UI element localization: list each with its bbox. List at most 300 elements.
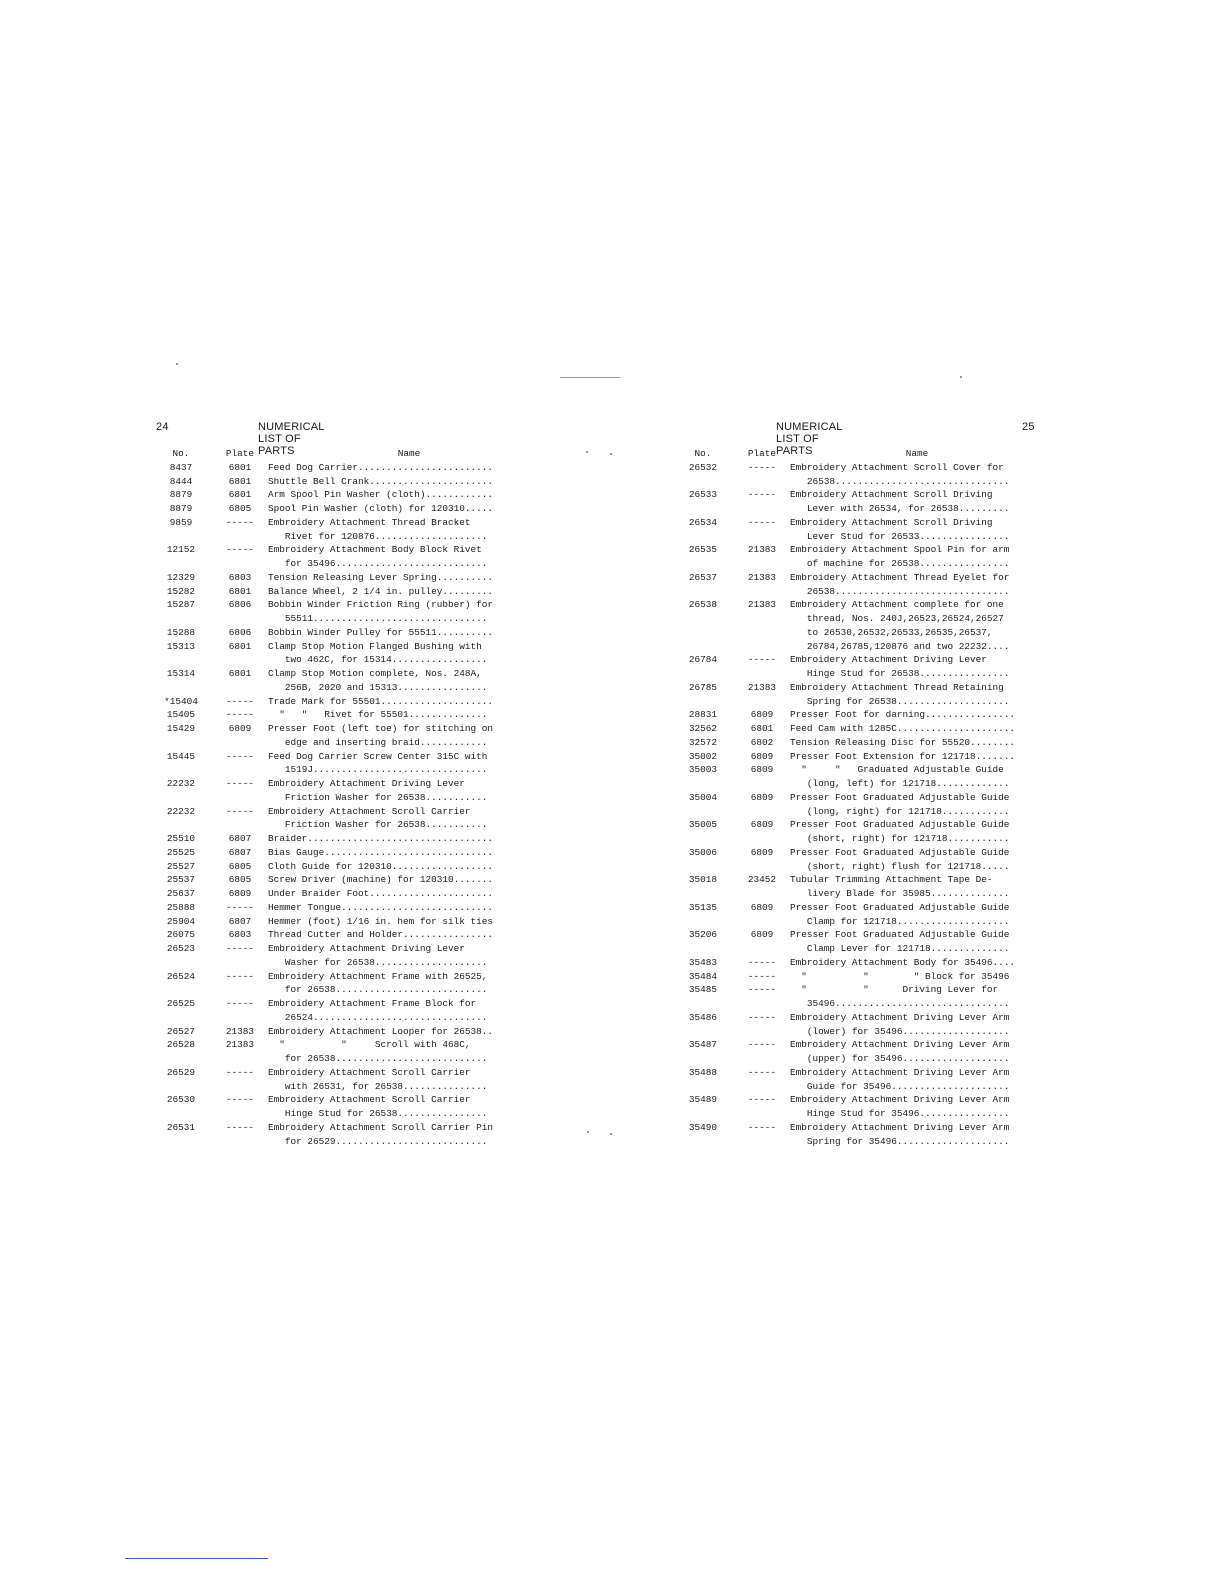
part-number: 15405 (166, 709, 196, 721)
table-header (150, 447, 550, 461)
table-row (150, 750, 550, 778)
part-name (790, 681, 1044, 709)
plate-number: ----- (747, 956, 777, 968)
part-number: 8879 (169, 503, 193, 514)
column-header-plate: Plate (225, 448, 255, 459)
part-name-line: (short, right) for 121718........... (790, 833, 1010, 844)
part-number: 26538 (688, 599, 718, 611)
table-row (672, 598, 1044, 653)
part-number: 25537 (166, 874, 196, 886)
table-row (672, 901, 1044, 929)
table-row (150, 475, 550, 489)
part-name-line: Presser Foot Graduated Adjustable Guide (790, 929, 1010, 941)
plate-number: 6801 (228, 461, 252, 473)
part-name-line: Hinge Stud for 26538................ (790, 668, 1010, 679)
part-name (790, 983, 1044, 1011)
table-row (150, 901, 550, 915)
part-name (268, 750, 550, 778)
plate-number: 6807 (228, 833, 252, 844)
scan-speck (176, 363, 178, 365)
table-row (150, 722, 550, 750)
part-name (790, 901, 1044, 929)
part-name-line: Embroidery Attachment Body Block Rivet (268, 544, 482, 556)
column-header-no: No. (694, 448, 712, 459)
page-title: NUMERICAL LIST OF PARTS (776, 421, 843, 457)
part-number: 26525 (166, 998, 196, 1009)
plate-number: ----- (747, 1066, 777, 1078)
plate-number: ----- (225, 750, 255, 762)
plate-number: 6809 (228, 723, 252, 734)
page-title: NUMERICAL LIST OF PARTS (258, 421, 325, 457)
part-number: 26524 (166, 970, 196, 982)
plate-number: ----- (225, 709, 255, 721)
table-row (150, 640, 550, 668)
part-name-line: (long, right) for 121718............ (790, 805, 1010, 817)
part-name-line: Hemmer Tongue........................... (268, 901, 494, 913)
part-number: 35489 (688, 1094, 718, 1106)
plate-number: ----- (225, 998, 255, 1009)
part-number: 26529 (166, 1066, 196, 1078)
table-row (672, 983, 1044, 1011)
part-name-line: Embroidery Attachment Driving Lever (268, 778, 465, 789)
part-name-line: (long, left) for 121718............. (790, 778, 1010, 789)
part-name-line: Friction Washer for 26538........... (268, 791, 488, 803)
plate-number: ----- (225, 516, 255, 528)
part-name-line: 26538............................... (790, 475, 1010, 487)
part-number: 26523 (166, 943, 196, 954)
table-row (672, 736, 1044, 750)
part-name (268, 695, 550, 709)
table-row (150, 502, 550, 516)
plate-number: ----- (225, 695, 255, 707)
part-name (268, 571, 550, 585)
plate-number: ----- (225, 1121, 255, 1133)
table-row (672, 1093, 1044, 1121)
part-name-line: Feed Cam with 1285C..................... (790, 723, 1016, 734)
plate-number: ----- (747, 1094, 777, 1106)
part-name-line: Embroidery Attachment Scroll Carrier Pin (268, 1121, 494, 1133)
plate-number: 21383 (747, 681, 777, 693)
part-number: 26534 (688, 516, 718, 528)
column-header-name: Name (397, 448, 421, 459)
table-row (150, 860, 550, 874)
table-row (672, 846, 1044, 874)
plate-number: 6803 (228, 571, 252, 583)
part-name-line: Embroidery Attachment Driving Lever (790, 654, 987, 666)
part-number: 15313 (166, 640, 196, 652)
table-row (672, 1011, 1044, 1039)
part-name (268, 488, 550, 502)
table-row (150, 942, 550, 970)
part-number: 32572 (688, 736, 718, 748)
part-name-line: " " Graduated Adjustable Guide (790, 764, 1004, 776)
plate-number: 6806 (228, 626, 252, 638)
part-number: 25525 (166, 846, 196, 858)
part-name-line: (lower) for 35496................... (790, 1025, 1010, 1037)
part-name-line: Hinge Stud for 26538................ (268, 1108, 488, 1119)
table-row (150, 777, 550, 805)
part-number: 26533 (688, 489, 718, 501)
part-name-line: Feed Dog Carrier Screw Center 315C with (268, 750, 488, 762)
part-name-line: Cloth Guide for 120310.................. (268, 860, 494, 872)
plate-number: 6806 (228, 599, 252, 611)
part-name-line: Thread Cutter and Holder................ (268, 929, 494, 941)
scan-artifact-line (560, 377, 620, 378)
plate-number: 6803 (228, 929, 252, 941)
table-row (150, 626, 550, 640)
part-name-line: Embroidery Attachment Looper for 26538.. (268, 1025, 494, 1037)
part-name (268, 901, 550, 915)
part-name-line: Embroidery Attachment Thread Eyelet for (790, 571, 1010, 583)
table-header (672, 447, 1044, 461)
table-row (150, 805, 550, 833)
part-name (790, 873, 1044, 901)
part-name-line: 35496............................... (790, 998, 1010, 1009)
table-row (672, 653, 1044, 681)
plate-number: 6802 (750, 736, 774, 748)
part-name-line: Bobbin Winder Friction Ring (rubber) for (268, 599, 494, 611)
table-row (672, 516, 1044, 544)
table-row (672, 956, 1044, 970)
plate-number: 6809 (750, 791, 774, 803)
part-name-line: for 26529........................... (268, 1135, 488, 1147)
column-header-name: Name (905, 448, 929, 459)
part-name (790, 1093, 1044, 1121)
part-name-line: Embroidery Attachment complete for one (790, 599, 1004, 611)
part-number: 26530 (166, 1094, 196, 1106)
table-row (672, 722, 1044, 736)
table-row (150, 970, 550, 998)
part-number: 35018 (688, 874, 718, 886)
part-name (790, 543, 1044, 571)
scan-speck (960, 376, 962, 378)
table-body (150, 461, 550, 1149)
part-number: 15445 (166, 750, 196, 762)
part-number: 26075 (166, 929, 196, 941)
part-name-line: Shuttle Bell Crank...................... (268, 475, 494, 487)
part-name-line: " " Rivet for 55501.............. (268, 709, 488, 721)
part-name-line: Clamp for 121718.................... (790, 915, 1010, 927)
part-number: 15429 (166, 723, 196, 734)
part-name-line: Presser Foot (left toe) for stitching on (268, 723, 494, 734)
part-name-line: " " Driving Lever for (790, 984, 999, 996)
plate-number: 21383 (747, 571, 777, 583)
part-name (790, 736, 1044, 750)
part-name-line: Presser Foot Extension for 121718....... (790, 750, 1016, 762)
table-row (150, 928, 550, 942)
plate-number: ----- (225, 943, 255, 954)
part-name (790, 461, 1044, 489)
part-number: 35483 (688, 956, 718, 968)
part-number: 35484 (688, 970, 718, 982)
plate-number: 6801 (228, 475, 252, 487)
table-row (672, 873, 1044, 901)
part-name (790, 970, 1044, 984)
scan-speck (586, 451, 588, 453)
table-row (672, 461, 1044, 489)
plate-number: 6807 (228, 915, 252, 927)
part-name (268, 722, 550, 750)
part-name (268, 832, 550, 846)
plate-number: 6809 (750, 709, 774, 721)
part-number: 15288 (166, 626, 196, 638)
part-name (268, 543, 550, 571)
part-name (268, 640, 550, 668)
part-number: 35485 (688, 984, 718, 996)
table-row (150, 873, 550, 887)
part-name-line: Presser Foot for darning................ (790, 709, 1016, 721)
plate-number: 6809 (750, 764, 774, 776)
part-name (268, 1093, 550, 1121)
part-name (268, 970, 550, 998)
table-row (150, 1038, 550, 1066)
part-name (790, 1011, 1044, 1039)
part-name (268, 1025, 550, 1039)
part-name (268, 860, 550, 874)
page-number: 24 (156, 421, 169, 433)
part-name-line: 26538............................... (790, 585, 1010, 597)
table-row (150, 585, 550, 599)
part-number: 26785 (688, 681, 718, 693)
part-name (790, 598, 1044, 653)
scan-speck (587, 1131, 589, 1133)
table-row (150, 543, 550, 571)
part-name-line: of machine for 26538................ (790, 558, 1010, 569)
part-name-line: Embroidery Attachment Driving Lever Arm (790, 1039, 1010, 1051)
scan-speck (610, 453, 612, 455)
plate-number: 6801 (228, 668, 252, 679)
part-number: 26784 (688, 654, 718, 666)
part-name (790, 708, 1044, 722)
part-name-line: Guide for 35496..................... (790, 1080, 1010, 1092)
part-name-line: Embroidery Attachment Driving Lever (268, 943, 465, 954)
part-name-line: (short, right) flush for 121718..... (790, 860, 1010, 872)
parts-table (672, 447, 1044, 1148)
table-row (150, 461, 550, 475)
part-name-line: Trade Mark for 55501.................... (268, 695, 494, 707)
plate-number: 6809 (228, 888, 252, 899)
plate-number: 6801 (228, 585, 252, 597)
table-row (150, 887, 550, 901)
part-number: 35003 (688, 764, 718, 776)
part-name-line: with 26531, for 26538............... (268, 1080, 488, 1092)
table-row (150, 997, 550, 1025)
part-name-line: Spring for 35496.................... (790, 1135, 1010, 1147)
part-name-line: livery Blade for 35985.............. (790, 888, 1010, 899)
plate-number: 6801 (228, 640, 252, 652)
part-name-line: Embroidery Attachment Spool Pin for arm (790, 544, 1010, 556)
plate-number: 6807 (228, 846, 252, 858)
part-name (268, 667, 550, 695)
plate-number: ----- (747, 984, 777, 996)
plate-number: 6801 (228, 489, 252, 501)
part-number: 15287 (166, 599, 196, 611)
plate-number: ----- (747, 489, 777, 501)
part-name-line: for 26538........................... (268, 984, 488, 996)
part-name-line: Spring for 26538.................... (790, 695, 1010, 707)
part-number: 32562 (688, 723, 718, 734)
part-name-line: Hinge Stud for 35496................ (790, 1108, 1010, 1119)
table-row (150, 832, 550, 846)
table-row (672, 791, 1044, 819)
plate-number: ----- (747, 1121, 777, 1133)
plate-number: ----- (747, 654, 777, 666)
part-name (790, 722, 1044, 736)
plate-number: 6809 (750, 846, 774, 858)
table-row (672, 1038, 1044, 1066)
table-row (672, 708, 1044, 722)
table-row (672, 1066, 1044, 1094)
plate-number: ----- (225, 778, 255, 789)
table-row (150, 598, 550, 626)
part-number: 35004 (688, 791, 718, 803)
parts-table (150, 447, 550, 1148)
part-name (268, 846, 550, 860)
part-number: 26532 (688, 461, 718, 473)
table-row (150, 1066, 550, 1094)
part-name-line: Friction Washer for 26538........... (268, 819, 488, 831)
table-row (672, 970, 1044, 984)
part-number: 35206 (688, 929, 718, 941)
plate-number: ----- (225, 901, 255, 913)
part-number: 35488 (688, 1066, 718, 1078)
table-row (150, 1121, 550, 1149)
part-name (268, 915, 550, 929)
part-name (268, 873, 550, 887)
part-name-line: Presser Foot Graduated Adjustable Guide (790, 846, 1010, 858)
part-name-line: Tension Releasing Lever Spring.......... (268, 571, 494, 583)
page-number: 25 (1022, 421, 1035, 433)
column-header-plate: Plate (747, 448, 777, 459)
table-row (672, 488, 1044, 516)
part-number: 8437 (169, 461, 193, 473)
part-name (790, 653, 1044, 681)
plate-number: ----- (225, 970, 255, 982)
part-number: 25637 (166, 888, 196, 899)
part-name-line: 26784,26785,120876 and two 22232.... (790, 640, 1010, 652)
part-number: 9859 (169, 516, 193, 528)
table-row (150, 667, 550, 695)
table-row (150, 695, 550, 709)
plate-number: ----- (747, 461, 777, 473)
part-name (268, 708, 550, 722)
table-row (150, 1025, 550, 1039)
part-name-line: Embroidery Attachment Driving Lever Arm (790, 1066, 1010, 1078)
part-name-line: Presser Foot Graduated Adjustable Guide (790, 819, 1010, 831)
part-number: 28831 (688, 709, 718, 721)
part-name (268, 805, 550, 833)
part-name-line: Embroidery Attachment Scroll Carrier (268, 1094, 471, 1106)
plate-number: 6801 (750, 723, 774, 734)
plate-number: 21383 (747, 599, 777, 611)
column-header-no: No. (172, 448, 190, 459)
part-name-line: two 462C, for 15314................. (268, 654, 488, 666)
part-number: 15282 (166, 585, 196, 597)
part-number: 35486 (688, 1011, 718, 1023)
plate-number: ----- (225, 1066, 255, 1078)
part-name (268, 1121, 550, 1149)
part-name (268, 928, 550, 942)
part-name-line: Hemmer (foot) 1/16 in. hem for silk ties (268, 915, 494, 927)
table-row (672, 750, 1044, 764)
part-name-line: Presser Foot Graduated Adjustable Guide (790, 791, 1010, 803)
plate-number: 6809 (750, 929, 774, 941)
part-number: 35135 (688, 901, 718, 913)
part-name (268, 461, 550, 475)
part-name-line: Clamp Stop Motion complete, Nos. 248A, (268, 668, 482, 679)
part-name-line: Rivet for 120876.................... (268, 530, 488, 542)
part-name (790, 1038, 1044, 1066)
part-number: 35002 (688, 750, 718, 762)
part-name-line: thread, Nos. 240J,26523,26524,26527 (790, 613, 1004, 624)
table-row (150, 915, 550, 929)
table-row (150, 488, 550, 502)
part-name-line: Under Braider Foot...................... (268, 888, 494, 899)
part-name (268, 626, 550, 640)
part-name-line: to 26530,26532,26533,26535,26537, (790, 626, 993, 638)
part-name (268, 887, 550, 901)
part-name-line: " " Scroll with 468C, (268, 1039, 471, 1051)
part-name-line: Arm Spool Pin Washer (cloth)............ (268, 489, 494, 501)
part-name-line: Spool Pin Washer (cloth) for 120310..... (268, 503, 494, 514)
part-number: 35005 (688, 819, 718, 831)
part-number: 26535 (688, 544, 718, 556)
part-name-line: Embroidery Attachment Thread Retaining (790, 681, 1004, 693)
part-name-line: Feed Dog Carrier........................ (268, 461, 494, 473)
part-name-line: edge and inserting braid............ (268, 736, 488, 748)
part-name (268, 598, 550, 626)
part-number: 25904 (166, 915, 196, 927)
part-name-line: Clamp Lever for 121718.............. (790, 943, 1010, 954)
table-row (150, 1093, 550, 1121)
part-name-line: Clamp Stop Motion Flanged Bushing with (268, 640, 482, 652)
part-name-line: Bias Gauge.............................. (268, 846, 494, 858)
part-name-line: for 26538........................... (268, 1053, 488, 1064)
part-name-line: Screw Driver (machine) for 120310....... (268, 874, 494, 886)
part-name-line: Embroidery Attachment Frame Block for (268, 998, 477, 1009)
footer-link-underline (125, 1558, 268, 1559)
table-row (672, 571, 1044, 599)
part-name-line: Embroidery Attachment Scroll Driving (790, 489, 993, 501)
part-number: 25527 (166, 860, 196, 872)
part-name-line: for 35496........................... (268, 558, 488, 569)
part-number: 22232 (166, 778, 196, 789)
part-number: 26531 (166, 1121, 196, 1133)
table-row (150, 571, 550, 585)
part-name (790, 1121, 1044, 1149)
plate-number: ----- (747, 970, 777, 982)
part-name-line: 1519J............................... (268, 764, 488, 776)
plate-number: 6805 (228, 860, 252, 872)
part-number: 8444 (169, 475, 193, 487)
plate-number: ----- (225, 805, 255, 817)
table-row (150, 516, 550, 544)
plate-number: 21383 (747, 544, 777, 556)
part-name-line: Washer for 26538.................... (268, 956, 488, 968)
table-row (672, 1121, 1044, 1149)
part-name-line: Tension Releasing Disc for 55520........ (790, 736, 1016, 748)
part-name (790, 956, 1044, 970)
table-row (672, 763, 1044, 791)
part-name (790, 750, 1044, 764)
plate-number: 23452 (747, 874, 777, 886)
part-name-line: Embroidery Attachment Driving Lever Arm (790, 1121, 1010, 1133)
part-name (268, 777, 550, 805)
part-name (790, 846, 1044, 874)
plate-number: ----- (225, 544, 255, 556)
table-row (672, 818, 1044, 846)
part-number: 25888 (166, 901, 196, 913)
